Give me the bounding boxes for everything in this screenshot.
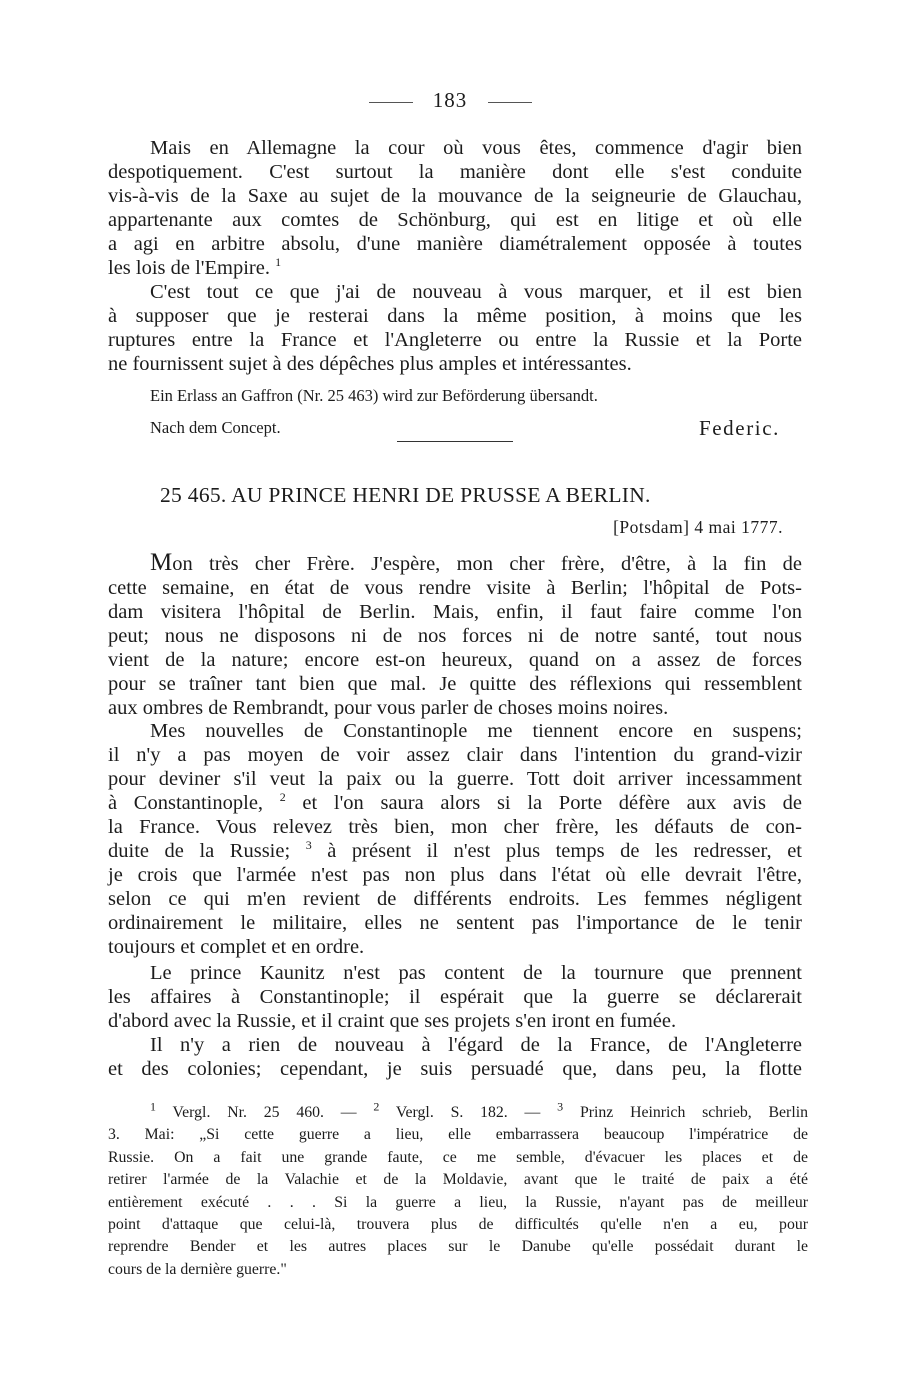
text-line: Le prince Kaunitz n'est pas content de la tournure que prennent: [150, 962, 802, 984]
footnote-mark: 2: [373, 1099, 380, 1114]
footnote-line: reprendre Bender et les autres places sur le Danube qu'elle possédait durant le: [108, 1238, 808, 1256]
page-number: 183: [432, 88, 468, 112]
text-line: appartenante aux comtes de Schönburg, qui est en litige et où elle: [108, 209, 802, 231]
text-fragment: on très cher Frère. J'espère, mon cher frère, d'être, à la fin de: [172, 553, 802, 575]
text-line: Mais en Allemagne la cour où vous êtes, commence d'agir bien: [150, 137, 802, 159]
footnote-mark: 1: [150, 1099, 156, 1114]
text-line: vis-à-vis de la Saxe au sujet de la mouvance de la seigneurie de Glauchau,: [108, 185, 802, 207]
text-line: il n'y a pas moyen de voir assez clair dans l'intention du grand-vizir: [108, 744, 802, 766]
text-line: a agi en arbitre absolu, d'une manière diamétralement opposée à toutes: [108, 233, 802, 255]
text-line: vient de la nature; encore est-on heureux, quand on a assez de forces: [108, 649, 802, 671]
footnote-line: retirer l'armée de la Valachie et de la Moldavie, avant que le traité de paix a été: [108, 1171, 808, 1189]
text-line: à supposer que je resterai dans la même position, à moins que les: [108, 305, 802, 327]
text-line: C'est tout ce que j'ai de nouveau à vous marquer, et il est bien: [150, 281, 802, 303]
text-fragment: Vergl. S. 182. —: [379, 1104, 558, 1121]
footnote-mark: 3: [557, 1099, 564, 1114]
text-line: ne fournissent sujet à des dépêches plus amples et intéressantes.: [108, 353, 632, 375]
erlass-note: Ein Erlass an Gaffron (Nr. 25 463) wird zur Beförderung übersandt.: [150, 386, 598, 405]
text-fragment: duite de la Russie;: [108, 840, 306, 862]
concept-note: Nach dem Concept.: [150, 418, 281, 437]
text-line: d'abord avec la Russie, et il craint que ses projets s'en iront en fumée.: [108, 1010, 677, 1032]
footnote-line: cours de la dernière guerre.": [108, 1260, 287, 1278]
footnote-ref: 1: [275, 255, 282, 270]
text-line: selon ce qui m'en revient de différents endroits. Les femmes négligent: [108, 888, 802, 910]
footnote-line: entièrement exécuté . . . Si la guerre a lieu, la Russie, n'ayant pas de meilleur: [108, 1193, 808, 1211]
separator-rule: [397, 441, 513, 442]
header-dash-right: [488, 102, 532, 103]
text-line: peut; nous ne disposons ni de nos forces ni de notre santé, tout nous: [108, 625, 802, 647]
page-header: [0, 88, 900, 113]
text-line: [108, 551, 802, 576]
text-line: [108, 256, 802, 280]
text-line: pour se traîner tant bien que mal. Je quitte des réflexions qui ressemblent: [108, 673, 802, 695]
footnote-ref: 3: [305, 838, 312, 853]
footnotes: [108, 1099, 808, 1281]
signature: Federic.: [698, 416, 780, 440]
paragraph-2: [108, 280, 802, 376]
text-line: cette semaine, en état de vous rendre visite à Berlin; l'hôpital de Pots-: [108, 577, 802, 599]
text-line: les affaires à Constantinople; il espérait que la guerre se déclarerait: [108, 986, 802, 1008]
text-line: pour deviner s'il veut la paix ou la guerre. Tott doit arriver incessamment: [108, 768, 802, 790]
header-dash-left: [369, 102, 413, 103]
letter-paragraph-3: [108, 961, 802, 1033]
text-line: ruptures entre la France et l'Angleterre ou entre la Russie et la Porte: [108, 329, 802, 351]
text-line: dam visitera l'hôpital de Berlin. Mais, enfin, il faut faire comme l'on: [108, 601, 802, 623]
text-line: [108, 839, 802, 863]
text-line: la France. Vous relevez très bien, mon cher frère, les défauts de con-: [108, 816, 802, 838]
text-fragment: à présent il n'est plus temps de les redresser, et: [311, 840, 802, 862]
text-fragment: Prinz Heinrich schrieb, Berlin: [563, 1104, 808, 1121]
text-fragment: Vergl. Nr. 25 460. —: [156, 1104, 374, 1121]
footnote-line: point d'attaque que celui-là, trouvera plus de difficultés qu'elle n'en a eu, pour: [108, 1216, 808, 1234]
text-line: et des colonies; cependant, je suis persuadé que, dans peu, la flotte: [108, 1058, 802, 1080]
letter-paragraph-4: [108, 1033, 802, 1081]
letter-paragraph-1: [108, 551, 802, 720]
footnote-line: Russie. On a fait une grande faute, ce me semble, d'évacuer les places et de: [108, 1148, 808, 1166]
text-line: toujours et complet et en ordre.: [108, 936, 365, 958]
text-fragment: et l'on saura alors si la Porte défère aux avis de: [285, 792, 802, 814]
paragraph-1: [108, 136, 802, 280]
text-line: Mes nouvelles de Constantinople me tiennent encore en suspens;: [150, 720, 802, 742]
text-fragment: les lois de l'Empire.: [108, 257, 270, 279]
text-line: aux ombres de Rembrandt, pour vous parler de choses moins noires.: [108, 697, 669, 719]
footnote-ref: 2: [279, 790, 286, 805]
text-line: Il n'y a rien de nouveau à l'égard de la France, de l'Angleterre: [150, 1034, 802, 1056]
letter-paragraph-2: [108, 719, 802, 959]
text-fragment: à Constantinople,: [108, 792, 280, 814]
footnote-line: [108, 1099, 808, 1124]
text-line: despotiquement. C'est surtout la manière dont elle s'est conduite: [108, 161, 802, 183]
text-line: je crois que l'armée n'est pas non plus dans l'état où elle devrait l'être,: [108, 864, 802, 886]
initial-letter: M: [150, 549, 173, 576]
footnote-line: 3. Mai: „Si cette guerre a lieu, elle embarrassera beaucoup l'impératrice de: [108, 1126, 808, 1144]
closing-row: [150, 418, 780, 446]
text-line: ordinairement le militaire, elles ne sentent pas l'importance de le tenir: [108, 912, 802, 934]
letter-dateline: [Potsdam] 4 mai 1777.: [613, 517, 783, 537]
text-line: [108, 791, 802, 815]
letter-title: 25 465. AU PRINCE HENRI DE PRUSSE A BERLIN.: [160, 483, 651, 507]
